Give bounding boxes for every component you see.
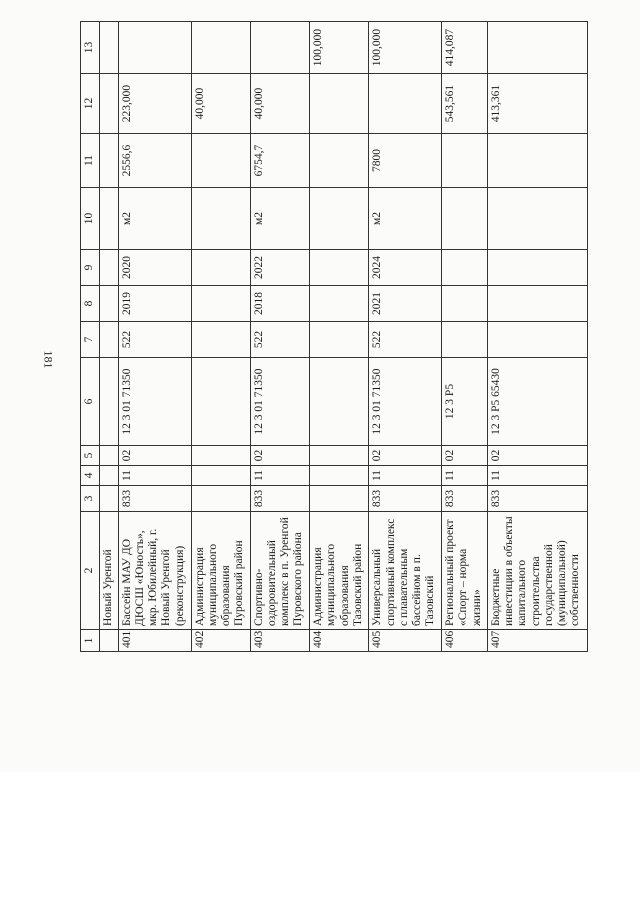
table-cell: 2021 (369, 286, 442, 322)
table-cell: Новый Уренгой (100, 512, 119, 630)
table-cell: 11 (118, 466, 191, 486)
table-cell (100, 358, 119, 446)
table-cell: 833 (487, 486, 587, 512)
table-row (118, 22, 191, 652)
column-number: 10 (81, 188, 100, 250)
column-number: 12 (81, 74, 100, 134)
table-cell: м2 (369, 188, 442, 250)
table-cell: 2022 (250, 250, 309, 286)
table-cell (310, 188, 369, 250)
table-cell: 12 3 P5 (442, 358, 488, 446)
table-cell (310, 358, 369, 446)
table-cell (100, 286, 119, 322)
table-cell: 02 (369, 446, 442, 466)
table-cell: 833 (369, 486, 442, 512)
budget-table (80, 21, 588, 652)
table-cell: 12 3 01 71350 (369, 358, 442, 446)
table-row (100, 22, 119, 652)
table-cell (100, 486, 119, 512)
table-cell: 2024 (369, 250, 442, 286)
table-cell: Администрация муниципального образования Пуровский район (191, 512, 250, 630)
table-cell: 12 3 01 71350 (250, 358, 309, 446)
column-number: 1 (81, 630, 100, 652)
table-row (191, 22, 250, 652)
page-bottom-margin (0, 772, 640, 905)
table-cell: 223,000 (118, 74, 191, 134)
table-cell (487, 250, 587, 286)
table-cell: 11 (487, 466, 587, 486)
table-cell: 403 (250, 630, 309, 652)
table-cell: 6754,7 (250, 134, 309, 188)
table-cell (100, 446, 119, 466)
table-cell (191, 134, 250, 188)
table-cell (442, 250, 488, 286)
table-cell (487, 322, 587, 358)
table-cell: 2556,6 (118, 134, 191, 188)
table-cell: 11 (250, 466, 309, 486)
table-cell: 40,000 (191, 74, 250, 134)
table-cell (100, 188, 119, 250)
table-cell (191, 286, 250, 322)
table-cell: Бюджетные инвестиции в объекты капитального строительства государственной (муниципальной) собственности (487, 512, 587, 630)
table-cell: 100,000 (310, 22, 369, 74)
table-cell (191, 188, 250, 250)
table-cell: 522 (250, 322, 309, 358)
table-cell: Бассейн МАУ ДО ДЮСШ «Юность», мкр. Юбилейный, г. Новый Уренгой (реконструкция) (118, 512, 191, 630)
table-row (250, 22, 309, 652)
table-cell: 407 (487, 630, 587, 652)
table-cell (250, 22, 309, 74)
table-cell (369, 74, 442, 134)
table-cell: м2 (250, 188, 309, 250)
table-cell (310, 74, 369, 134)
table-cell: 7800 (369, 134, 442, 188)
table-cell (191, 22, 250, 74)
column-number: 3 (81, 486, 100, 512)
table-cell: Региональный проект «Спорт – норма жизни» (442, 512, 488, 630)
table-cell (191, 466, 250, 486)
table-cell: 401 (118, 630, 191, 652)
table-row (369, 22, 442, 652)
table-cell (310, 446, 369, 466)
table-cell (100, 466, 119, 486)
table-cell: 02 (442, 446, 488, 466)
table-cell: 02 (118, 446, 191, 466)
table-cell (310, 486, 369, 512)
table-cell: 12 3 01 71350 (118, 358, 191, 446)
column-number: 7 (81, 322, 100, 358)
table-cell: 406 (442, 630, 488, 652)
table-cell: 522 (118, 322, 191, 358)
page-number: 181 (41, 350, 56, 369)
table-cell: 413,361 (487, 74, 587, 134)
table-cell (100, 250, 119, 286)
table-cell: 402 (191, 630, 250, 652)
table-cell (118, 22, 191, 74)
table-cell (442, 286, 488, 322)
budget-table-rotated (80, 22, 588, 652)
table-cell (442, 134, 488, 188)
column-number: 9 (81, 250, 100, 286)
table-cell: Универсальный спортивный комплекс с плавательным бассейном в п. Тазовский (369, 512, 442, 630)
table-cell: 405 (369, 630, 442, 652)
table-cell (310, 286, 369, 322)
table-cell: 543,561 (442, 74, 488, 134)
table-cell: 522 (369, 322, 442, 358)
table-cell: 100,000 (369, 22, 442, 74)
table-cell: 2019 (118, 286, 191, 322)
table-cell (487, 134, 587, 188)
table-cell (310, 466, 369, 486)
table-cell: 11 (442, 466, 488, 486)
table-cell: 833 (250, 486, 309, 512)
table-cell: 414,087 (442, 22, 488, 74)
table-cell: 12 3 P5 65430 (487, 358, 587, 446)
table-cell: 833 (442, 486, 488, 512)
table-cell (191, 322, 250, 358)
table-cell (442, 322, 488, 358)
table-cell: 02 (487, 446, 587, 466)
table-cell (100, 322, 119, 358)
table-cell (310, 134, 369, 188)
column-number: 13 (81, 22, 100, 74)
table-cell: 404 (310, 630, 369, 652)
table-header-row (81, 22, 100, 652)
table-row (487, 22, 587, 652)
table-cell (191, 446, 250, 466)
table-cell: 2020 (118, 250, 191, 286)
table-cell (442, 188, 488, 250)
table-cell (310, 322, 369, 358)
table-cell: Спортивно-оздоровительный комплекс в п. Уренгой Пуровского района (250, 512, 309, 630)
table-cell (310, 250, 369, 286)
table-cell (191, 486, 250, 512)
table-cell (191, 358, 250, 446)
table-cell (100, 630, 119, 652)
column-number: 11 (81, 134, 100, 188)
table-cell: 02 (250, 446, 309, 466)
column-number: 2 (81, 512, 100, 630)
column-number: 4 (81, 466, 100, 486)
table-cell: 2018 (250, 286, 309, 322)
table-cell (100, 22, 119, 74)
table-cell (487, 286, 587, 322)
table-cell (100, 74, 119, 134)
table-cell (487, 22, 587, 74)
column-number: 6 (81, 358, 100, 446)
table-cell (100, 134, 119, 188)
table-cell: 833 (118, 486, 191, 512)
table-cell: м2 (118, 188, 191, 250)
table-cell: 11 (369, 466, 442, 486)
column-number: 5 (81, 446, 100, 466)
table-cell: 40,000 (250, 74, 309, 134)
table-cell (487, 188, 587, 250)
table-cell: Администрация муниципального образования Тазовский район (310, 512, 369, 630)
column-number: 8 (81, 286, 100, 322)
table-row (442, 22, 488, 652)
table-row (310, 22, 369, 652)
table-cell (191, 250, 250, 286)
